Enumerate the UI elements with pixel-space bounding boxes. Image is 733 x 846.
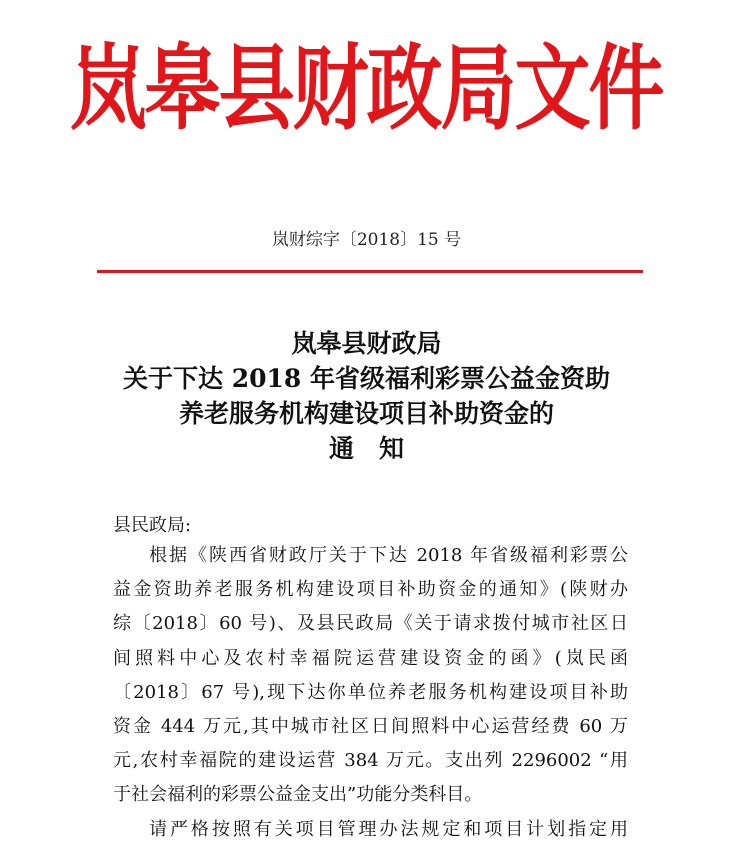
body-text-line: 〔2018〕67 号),现下达你单位养老服务机构建设项目补助 — [113, 682, 628, 703]
body-text-line: 资金 444 万元,其中城市社区日间照料中心运营经费 60 万 — [113, 716, 628, 737]
addressee: 县民政局: — [113, 515, 192, 536]
notice-title — [0, 326, 733, 466]
body-text-line: 请严格按照有关项目管理办法规定和项目计划指定用 — [149, 819, 628, 840]
notice-title-line: 养老服务机构建设项目补助资金的 — [178, 399, 554, 428]
body-text-line: 于社会福利的彩票公益金支出”功能分类科目。 — [113, 784, 483, 805]
body-text-line: 根据《陕西省财政厅关于下达 2018 年省级福利彩票公 — [149, 545, 628, 566]
document-number: 岚财综字〔2018〕15 号 — [271, 230, 462, 250]
body-text-line: 益金资助养老服务机构建设项目补助资金的通知》(陕财办 — [113, 579, 628, 600]
notice-title-line: 岚皋县财政局 — [291, 329, 442, 358]
red-separator-line — [97, 270, 643, 273]
body-text-line: 综〔2018〕60 号)、及县民政局《关于请求拨付城市社区日 — [113, 613, 628, 634]
notice-title-line: 关于下达 2018 年省级福利彩票公益金资助 — [123, 364, 610, 393]
body-text-line: 元,农村幸福院的建设运营 384 万元。支出列 2296002 “用 — [113, 750, 628, 771]
body-text-line: 间照料中心及农村幸福院运营建设资金的函》(岚民函 — [113, 648, 628, 669]
document-header-title: 岚皋县财政局文件 — [70, 34, 663, 143]
notice-title-line: 通 知 — [328, 434, 404, 463]
